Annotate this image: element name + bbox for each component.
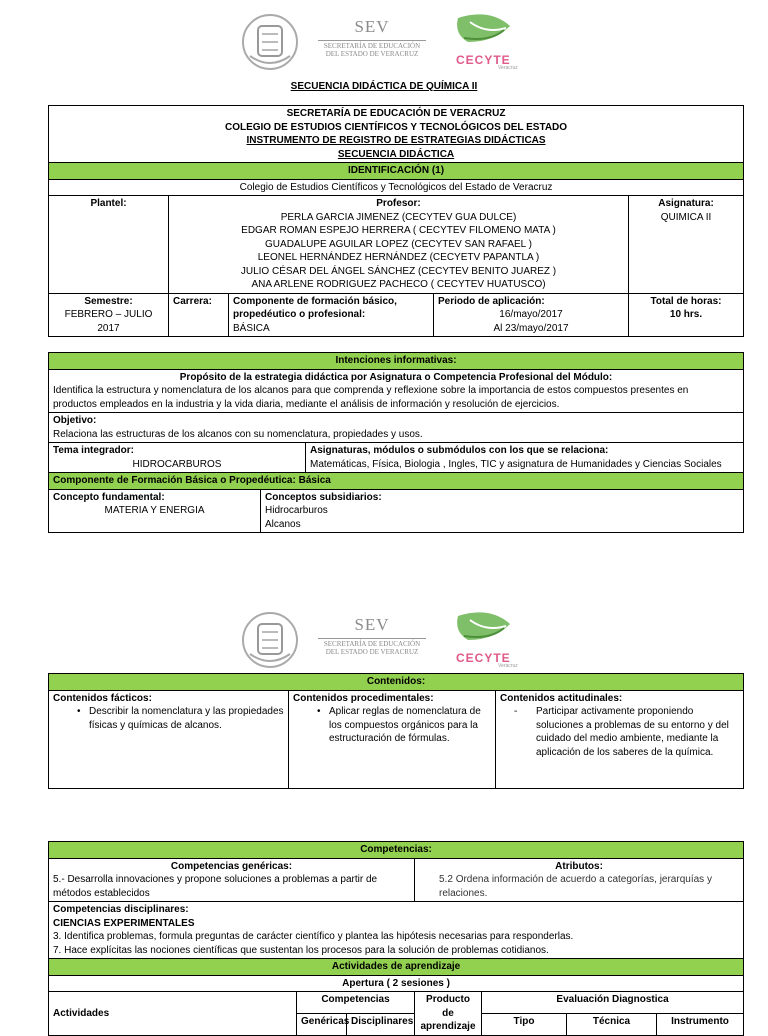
proposito-cell: Propósito de la estrategia didáctica por Asignatura o Competencia Profesional del Módulo: Identifica la estructura y nomenclatura de los alcanos para que comprenda y reflexione sobre la importancia de estos compuestos presentes en productos empleados en la industria y la vida diaria, mediante el análisis de información y resolución de ejercicios. [49, 369, 744, 413]
profesor-item: JULIO CÉSAR DEL ÁNGEL SÁNCHEZ (CECYTEV BENITO JUAREZ ) [240, 265, 557, 277]
contenidos-actitudinales-cell: Contenidos actitudinales: - Participar activamente proponiendo soluciones a problemas de su entorno y del cuidado del medio ambiente, mediante la aplicación de los saberes de la química. [496, 690, 744, 789]
intenciones-table [48, 352, 744, 533]
cecyte-leaf-icon [450, 610, 530, 654]
disciplinares-col-header: Disciplinares [347, 1013, 415, 1035]
cecyte-logo: CECYTE Veracruz [450, 610, 530, 670]
contenidos-table [48, 673, 744, 789]
contenidos-procedimentales-cell: Contenidos procedimentales: • Aplicar reglas de nomenclatura de los compuestos orgánicos para la estructuración de fórmulas. [289, 690, 496, 789]
sev-logo: SEV SECRETARÍA DE EDUCACIÓN DEL ESTADO DE VERACRUZ [312, 614, 432, 656]
componente-cell: Componente de formación básico, propedéutico o profesional: BÁSICA [229, 293, 434, 337]
actividades-header: Actividades de aprendizaje [49, 959, 744, 976]
subsidiarios-cell: Conceptos subsidiarios: Hidrocarburos Alcanos [261, 489, 744, 533]
intenciones-header: Intenciones informativas: [49, 353, 744, 370]
header-logos [240, 12, 540, 72]
profesor-item: LEONEL HERNÁNDEZ HERNÁNDEZ (CECYETV PAPANTLA ) [257, 252, 540, 263]
header-line-sev: SECRETARÍA DE EDUCACIÓN DE VERACRUZ [286, 108, 506, 119]
competencias-genericas-cell: Competencias genéricas: 5.- Desarrolla innovaciones y propone soluciones a problemas a partir de métodos establecidos [49, 858, 415, 902]
veracruz-seal-icon [240, 610, 300, 670]
carrera-label: Carrera: [169, 293, 229, 337]
header-line-instrumento: INSTRUMENTO DE REGISTRO DE ESTRATEGIAS DIDÁCTICAS [246, 135, 546, 146]
list-item: • Describir la nomenclatura y las propiedades físicas y químicas de alcanos. [53, 705, 284, 732]
header-logos-2 [240, 610, 540, 670]
cecyte-logo: CECYTE Veracruz [450, 12, 530, 72]
objetivo-cell: Objetivo: Relaciona las estructuras de los alcanos con su nomenclatura, propiedades y usos. [49, 413, 744, 443]
apertura-header: Apertura ( 2 sesiones ) [49, 975, 744, 992]
veracruz-seal-icon [240, 12, 300, 72]
tipo-col-header: Tipo [482, 1013, 567, 1035]
genericas-col-header: Genéricas [297, 1013, 347, 1035]
profesor-item: EDGAR ROMAN ESPEJO HERRERA ( CECYTEV FILOMENO MATA ) [241, 225, 556, 236]
list-item: - Participar activamente proponiendo soluciones a problemas de su entorno y del cuidado del medio ambiente, mediante la aplicación de los saberes de la química. [500, 705, 739, 759]
list-item: • Aplicar reglas de nomenclatura de los compuestos orgánicos para la estructuración de fórmulas. [293, 705, 491, 746]
concepto-cell: Concepto fundamental: MATERIA Y ENERGIA [49, 489, 261, 533]
colegio-name: Colegio de Estudios Científicos y Tecnológicos del Estado de Veracruz [49, 179, 744, 196]
sev-logo: SEV SECRETARÍA DE EDUCACIÓN DEL ESTADO DE VERACRUZ [312, 16, 432, 58]
identificacion-header: IDENTIFICACIÓN (1) [49, 163, 744, 180]
competencias-table [48, 841, 744, 1036]
competencias-col-header: Competencias [297, 992, 415, 1014]
profesor-item: PERLA GARCIA JIMENEZ (CECYTEV GUA DULCE) [280, 211, 517, 223]
periodo-cell: Periodo de aplicación: 16/mayo/2017 Al 23/mayo/2017 [434, 293, 629, 337]
profesor-item: GUADALUPE AGUILAR LOPEZ (CECYTEV SAN RAFAEL ) [265, 238, 532, 250]
tema-cell: Tema integrador: HIDROCARBUROS [49, 443, 306, 473]
producto-col-header: Producto de aprendizaje [415, 992, 482, 1036]
header-line-colegio: COLEGIO DE ESTUDIOS CIENTÍFICOS Y TECNOLÓGICOS DEL ESTADO [224, 121, 568, 133]
evaluacion-col-header: Evaluación Diagnostica [482, 992, 744, 1014]
contenidos-facticos-cell: Contenidos fácticos: • Describir la nomenclatura y las propiedades físicas y químicas de alcanos. [49, 690, 289, 789]
semestre-cell: Semestre: FEBRERO – JULIO 2017 [49, 293, 169, 337]
instrumento-col-header: Instrumento [657, 1013, 744, 1035]
profesores-cell: Profesor: PERLA GARCIA JIMENEZ (CECYTEV GUA DULCE) EDGAR ROMAN ESPEJO HERRERA ( CECYTEV FILOMENO MATA ) GUADALUPE AGUILAR LOPEZ (CECYTEV SAN RAFAEL ) LEONEL HERNÁNDEZ HERNÁNDEZ (CECYETV PAPANTLA ) JULIO CÉSAR DEL ÁNGEL SÁNCHEZ (CECYTEV BENITO JUAREZ ) ANA ARLENE RODRIGUEZ PACHECO ( CECYTEV HUATUSCO) [169, 196, 629, 294]
contenidos-header: Contenidos: [49, 674, 744, 691]
competencias-disciplinares-cell: Competencias disciplinares: CIENCIAS EXPERIMENTALES 3. Identifica problemas, formula preguntas de carácter científico y plantea las hipótesis necesarias para responderlas. 7. Hace explícitas las nociones científicas que sustentan los procesos para la solución de problemas cotidianos. [49, 902, 744, 959]
plantel-label: Plantel: [49, 196, 169, 294]
actividades-col-header: Actividades [49, 992, 297, 1036]
horas-cell: Total de horas: 10 hrs. [629, 293, 744, 337]
tecnica-col-header: Técnica [567, 1013, 657, 1035]
profesor-item: ANA ARLENE RODRIGUEZ PACHECO ( CECYTEV HUATUSCO) [251, 279, 546, 290]
competencias-header: Competencias: [49, 842, 744, 859]
asignaturas-relacion-cell: Asignaturas, módulos o submódulos con los que se relaciona: Matemáticas, Física, Biologia , Ingles, TIC y asignatura de Humanidades y Ciencias Sociales [306, 443, 744, 473]
cecyte-leaf-icon [450, 12, 530, 56]
asignatura-cell: Asignatura: QUIMICA II [629, 196, 744, 294]
header-line-secuencia: SECUENCIA DIDÁCTICA [337, 148, 455, 160]
identificacion-table [48, 105, 744, 337]
atributos-cell: Atributos: 5.2 Ordena información de acuerdo a categorías, jerarquías y relaciones. [415, 858, 744, 902]
componente-fb-header: Componente de Formación Básica o Propedéutica: Básica [49, 473, 744, 490]
document-title: SECUENCIA DIDÁCTICA DE QUÍMICA II [290, 81, 478, 92]
